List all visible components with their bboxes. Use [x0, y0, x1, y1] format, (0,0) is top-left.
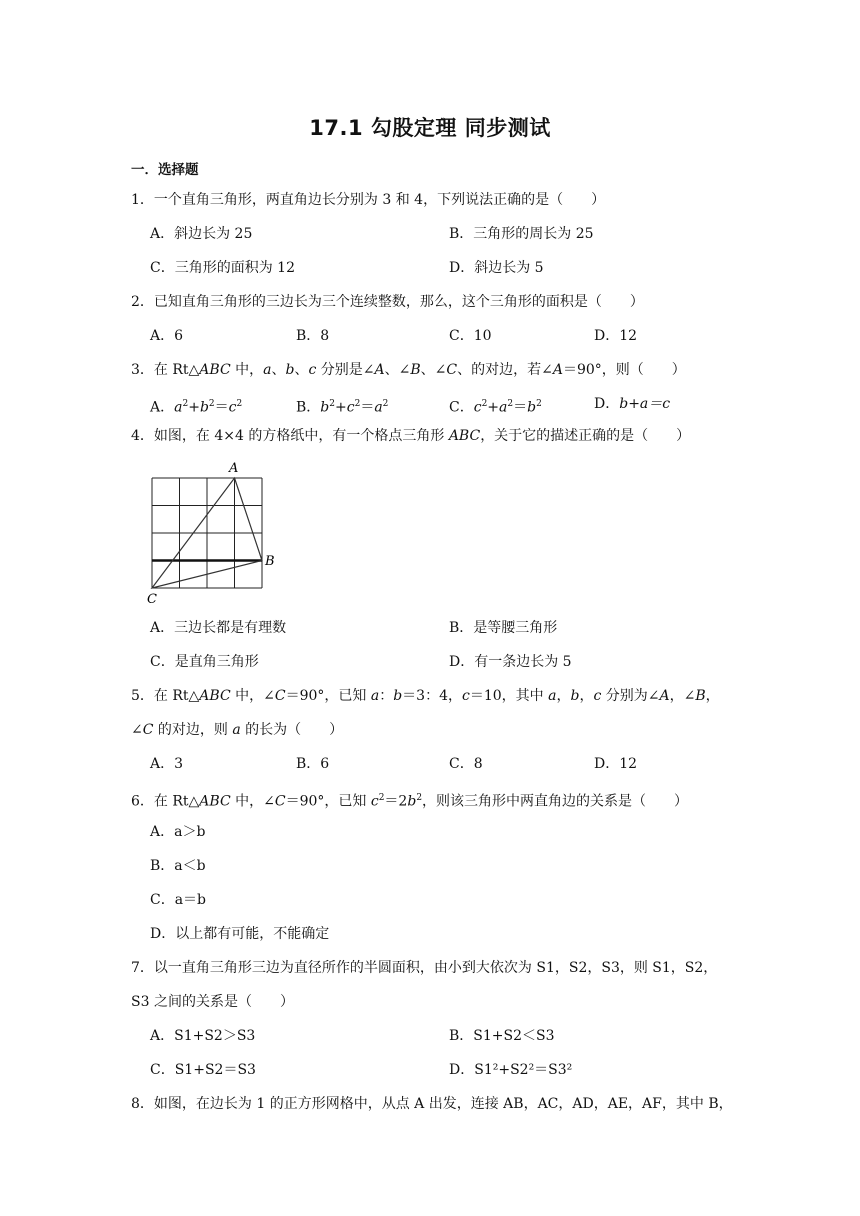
question-5-option-d: D．12 — [594, 756, 638, 772]
grid-triangle-figure — [145, 460, 285, 606]
question-1-option-c: C．三角形的面积为 12 — [150, 260, 295, 276]
grid-lines — [152, 478, 262, 588]
question-2-option-c: C．10 — [449, 328, 492, 344]
question-6-stem: 6．在 Rt△ABC 中，∠C＝90°，已知 $c^2=2b^2$，则该三角形中两直角边的关系是（ ） — [131, 793, 689, 810]
question-1-option-a: A．斜边长为 25 — [150, 226, 253, 242]
question-1-stem: 1．一个直角三角形，两直角边长分别为 3 和 4，下列说法正确的是（ ） — [131, 192, 606, 208]
question-4-option-a: A．三边长都是有理数 — [150, 620, 287, 636]
question-7-option-d: D．S1²+S2²＝S3² — [449, 1062, 573, 1078]
question-5-option-a: A．3 — [150, 756, 184, 772]
page-title: 17.1 勾股定理 同步测试 — [309, 116, 551, 140]
question-4-option-c: C．是直角三角形 — [150, 654, 259, 670]
question-4-stem: 4．如图，在 4×4 的方格纸中，有一个格点三角形 ABC，关于它的描述正确的是（ ） — [131, 428, 691, 444]
question-1-option-d: D．斜边长为 5 — [449, 260, 544, 276]
question-4-option-d: D．有一条边长为 5 — [449, 654, 572, 670]
question-5-stem-line-2: ∠C 的对边，则 a 的长为（ ） — [131, 722, 344, 738]
question-3-stem: 3．在 Rt△ABC 中，a、b、c 分别是∠A、∠B、∠C、的对边，若∠A＝90°，则（ ） — [131, 362, 686, 378]
section-heading: 一．选择题 — [131, 162, 199, 178]
question-2-option-a: A．6 — [150, 328, 184, 344]
question-7-stem-line-2: S3 之间的关系是（ ） — [131, 994, 294, 1010]
vertex-label-a: A — [229, 461, 239, 476]
vertex-label-b: B — [265, 554, 275, 569]
question-5-option-b: B．6 — [296, 756, 330, 772]
question-2-option-d: D．12 — [594, 328, 638, 344]
question-2-option-b: B．8 — [296, 328, 330, 344]
question-7-option-c: C．S1+S2＝S3 — [150, 1062, 256, 1078]
question-2-stem: 2．已知直角三角形的三边长为三个连续整数，那么，这个三角形的面积是（ ） — [131, 294, 644, 310]
question-3-option-a: A．$a^2+b^2=c^2$ — [150, 399, 243, 416]
question-3-option-d: D．b+a＝c — [594, 396, 671, 412]
question-7-stem-line-1: 7．以一直角三角形三边为直径所作的半圆面积，由小到大依次为 S1，S2，S3，则 S1，S2， — [131, 960, 718, 976]
question-3-option-b: B．$b^2+c^2=a^2$ — [296, 399, 389, 416]
question-7-option-a: A．S1+S2＞S3 — [150, 1028, 256, 1044]
question-3-option-c: C．$c^2+a^2=b^2$ — [449, 399, 542, 416]
question-8-stem: 8．如图，在边长为 1 的正方形网格中，从点 A 出发，连接 AB，AC，AD，AE，AF，其中 B， — [131, 1096, 733, 1112]
question-4-option-b: B．是等腰三角形 — [449, 620, 558, 636]
question-6-option-b: B．a＜b — [150, 858, 206, 874]
question-6-option-a: A．a＞b — [150, 824, 206, 840]
vertex-label-c: C — [147, 592, 157, 606]
question-6-option-c: C．a＝b — [150, 892, 207, 908]
question-5-stem-line-1: 5．在 Rt△ABC 中，∠C＝90°，已知 a：b＝3：4，c＝10，其中 a，b，c 分别为∠A，∠B， — [131, 688, 720, 704]
question-7-option-b: B．S1+S2＜S3 — [449, 1028, 555, 1044]
question-6-option-d: D．以上都有可能，不能确定 — [150, 926, 330, 942]
question-1-option-b: B．三角形的周长为 25 — [449, 226, 594, 242]
question-5-option-c: C．8 — [449, 756, 483, 772]
